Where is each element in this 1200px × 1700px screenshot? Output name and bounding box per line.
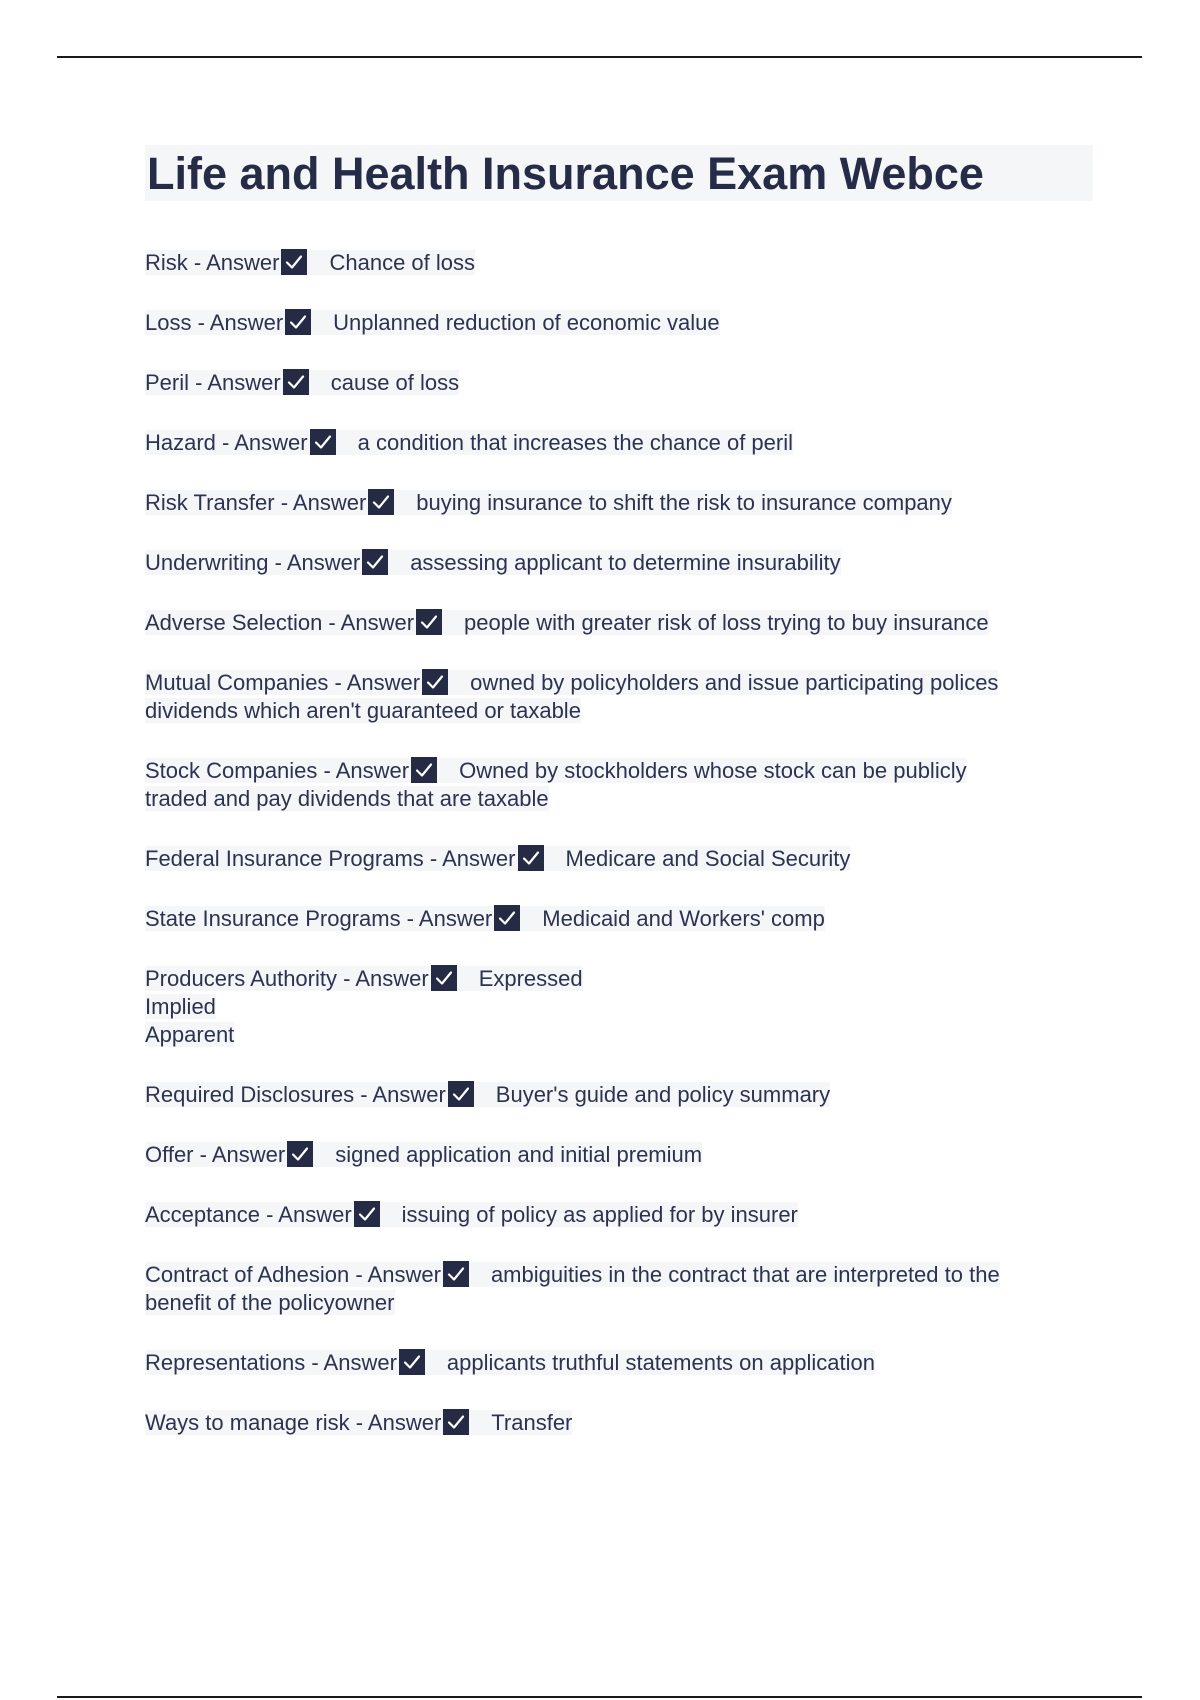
checkmark-icon [362, 549, 388, 575]
qa-term: Risk Transfer - Answer [145, 490, 367, 515]
checkmark-icon [354, 1201, 380, 1227]
qa-term: Stock Companies - Answer [145, 758, 410, 783]
qa-answer: cause of loss [330, 370, 460, 395]
qa-first-line [145, 670, 998, 695]
qa-term: Acceptance - Answer [145, 1202, 352, 1227]
qa-answer: Chance of loss [329, 250, 476, 275]
qa-term: Adverse Selection - Answer [145, 610, 415, 635]
qa-item [145, 1261, 1095, 1317]
qa-first-line [145, 1262, 1000, 1287]
qa-term: Representations - Answer [145, 1350, 397, 1375]
checkmark-icon [368, 489, 394, 515]
qa-item [145, 1081, 1095, 1109]
qa-first-line [145, 490, 952, 515]
qa-answer: assessing applicant to determine insurability [410, 550, 841, 575]
bottom-rule [57, 1696, 1142, 1698]
checkmark-icon [399, 1349, 425, 1375]
qa-first-line [145, 906, 825, 931]
qa-term: Risk - Answer [145, 250, 280, 275]
qa-term: Underwriting - Answer [145, 550, 361, 575]
qa-term: Producers Authority - Answer [145, 966, 429, 991]
qa-term: Hazard - Answer [145, 430, 308, 455]
checkmark-icon [411, 757, 437, 783]
qa-answer-continued: benefit of the policyowner [145, 1290, 395, 1315]
qa-first-line [145, 1410, 572, 1435]
qa-term: Contract of Adhesion - Answer [145, 1262, 441, 1287]
qa-answer: Owned by stockholders whose stock can be publicly [459, 758, 967, 783]
qa-answer-continued: traded and pay dividends that are taxable [145, 786, 549, 811]
checkmark-icon [310, 429, 336, 455]
checkmark-icon [416, 609, 442, 635]
qa-answer-continued: Implied [145, 994, 216, 1019]
qa-item [145, 845, 1095, 873]
qa-first-line [145, 846, 850, 871]
qa-term: Federal Insurance Programs - Answer [145, 846, 516, 871]
qa-item [145, 1141, 1095, 1169]
qa-item [145, 249, 1095, 277]
qa-answer: signed application and initial premium [335, 1142, 703, 1167]
qa-item [145, 1349, 1095, 1377]
qa-term: Mutual Companies - Answer [145, 670, 421, 695]
qa-item [145, 1201, 1095, 1229]
qa-first-line [145, 610, 989, 635]
qa-answer: Medicaid and Workers' comp [542, 906, 825, 931]
qa-item [145, 369, 1095, 397]
qa-first-line [145, 1142, 702, 1167]
checkmark-icon [431, 965, 457, 991]
checkmark-icon [422, 669, 448, 695]
qa-answer: owned by policyholders and issue participating polices [470, 670, 999, 695]
checkmark-icon [443, 1261, 469, 1287]
qa-first-line [145, 430, 793, 455]
checkmark-icon [518, 845, 544, 871]
qa-term: Peril - Answer [145, 370, 281, 395]
qa-first-line [145, 310, 720, 335]
qa-first-line [145, 1082, 830, 1107]
checkmark-icon [283, 369, 309, 395]
qa-answer: ambiguities in the contract that are interpreted to the [490, 1262, 1000, 1287]
checkmark-icon [448, 1081, 474, 1107]
qa-answer-continued: Apparent [145, 1022, 235, 1047]
qa-answer: people with greater risk of loss trying to buy insurance [464, 610, 989, 635]
qa-term: State Insurance Programs - Answer [145, 906, 493, 931]
qa-item [145, 965, 1095, 1049]
qa-answer: Unplanned reduction of economic value [333, 310, 720, 335]
qa-answer: Expressed [478, 966, 583, 991]
checkmark-icon [287, 1141, 313, 1167]
qa-first-line [145, 250, 475, 275]
qa-term: Loss - Answer [145, 310, 284, 335]
qa-first-line [145, 758, 967, 783]
checkmark-icon [494, 905, 520, 931]
qa-first-line [145, 550, 841, 575]
qa-item [145, 309, 1095, 337]
qa-item [145, 489, 1095, 517]
qa-item [145, 1409, 1095, 1437]
qa-list [145, 249, 1095, 1437]
qa-term: Offer - Answer [145, 1142, 286, 1167]
qa-answer: buying insurance to shift the risk to insurance company [416, 490, 952, 515]
qa-item [145, 669, 1095, 725]
qa-answer-continued: dividends which aren't guaranteed or taxable [145, 698, 581, 723]
qa-item [145, 905, 1095, 933]
top-rule [57, 56, 1142, 58]
qa-answer: Transfer [491, 1410, 573, 1435]
qa-term: Ways to manage risk - Answer [145, 1410, 442, 1435]
page-title: Life and Health Insurance Exam Webce [145, 145, 1093, 201]
checkmark-icon [443, 1409, 469, 1435]
qa-first-line [145, 966, 583, 991]
qa-answer: applicants truthful statements on application [446, 1350, 875, 1375]
qa-term: Required Disclosures - Answer [145, 1082, 446, 1107]
qa-first-line [145, 1202, 798, 1227]
qa-answer: issuing of policy as applied for by insurer [401, 1202, 798, 1227]
qa-item [145, 429, 1095, 457]
qa-first-line [145, 1350, 875, 1375]
qa-item [145, 549, 1095, 577]
checkmark-icon [281, 249, 307, 275]
qa-answer: Buyer's guide and policy summary [495, 1082, 831, 1107]
qa-item [145, 757, 1095, 813]
qa-answer: a condition that increases the chance of peril [357, 430, 794, 455]
qa-answer: Medicare and Social Security [565, 846, 851, 871]
qa-item [145, 609, 1095, 637]
checkmark-icon [285, 309, 311, 335]
document-body [145, 145, 1095, 1469]
qa-first-line [145, 370, 459, 395]
